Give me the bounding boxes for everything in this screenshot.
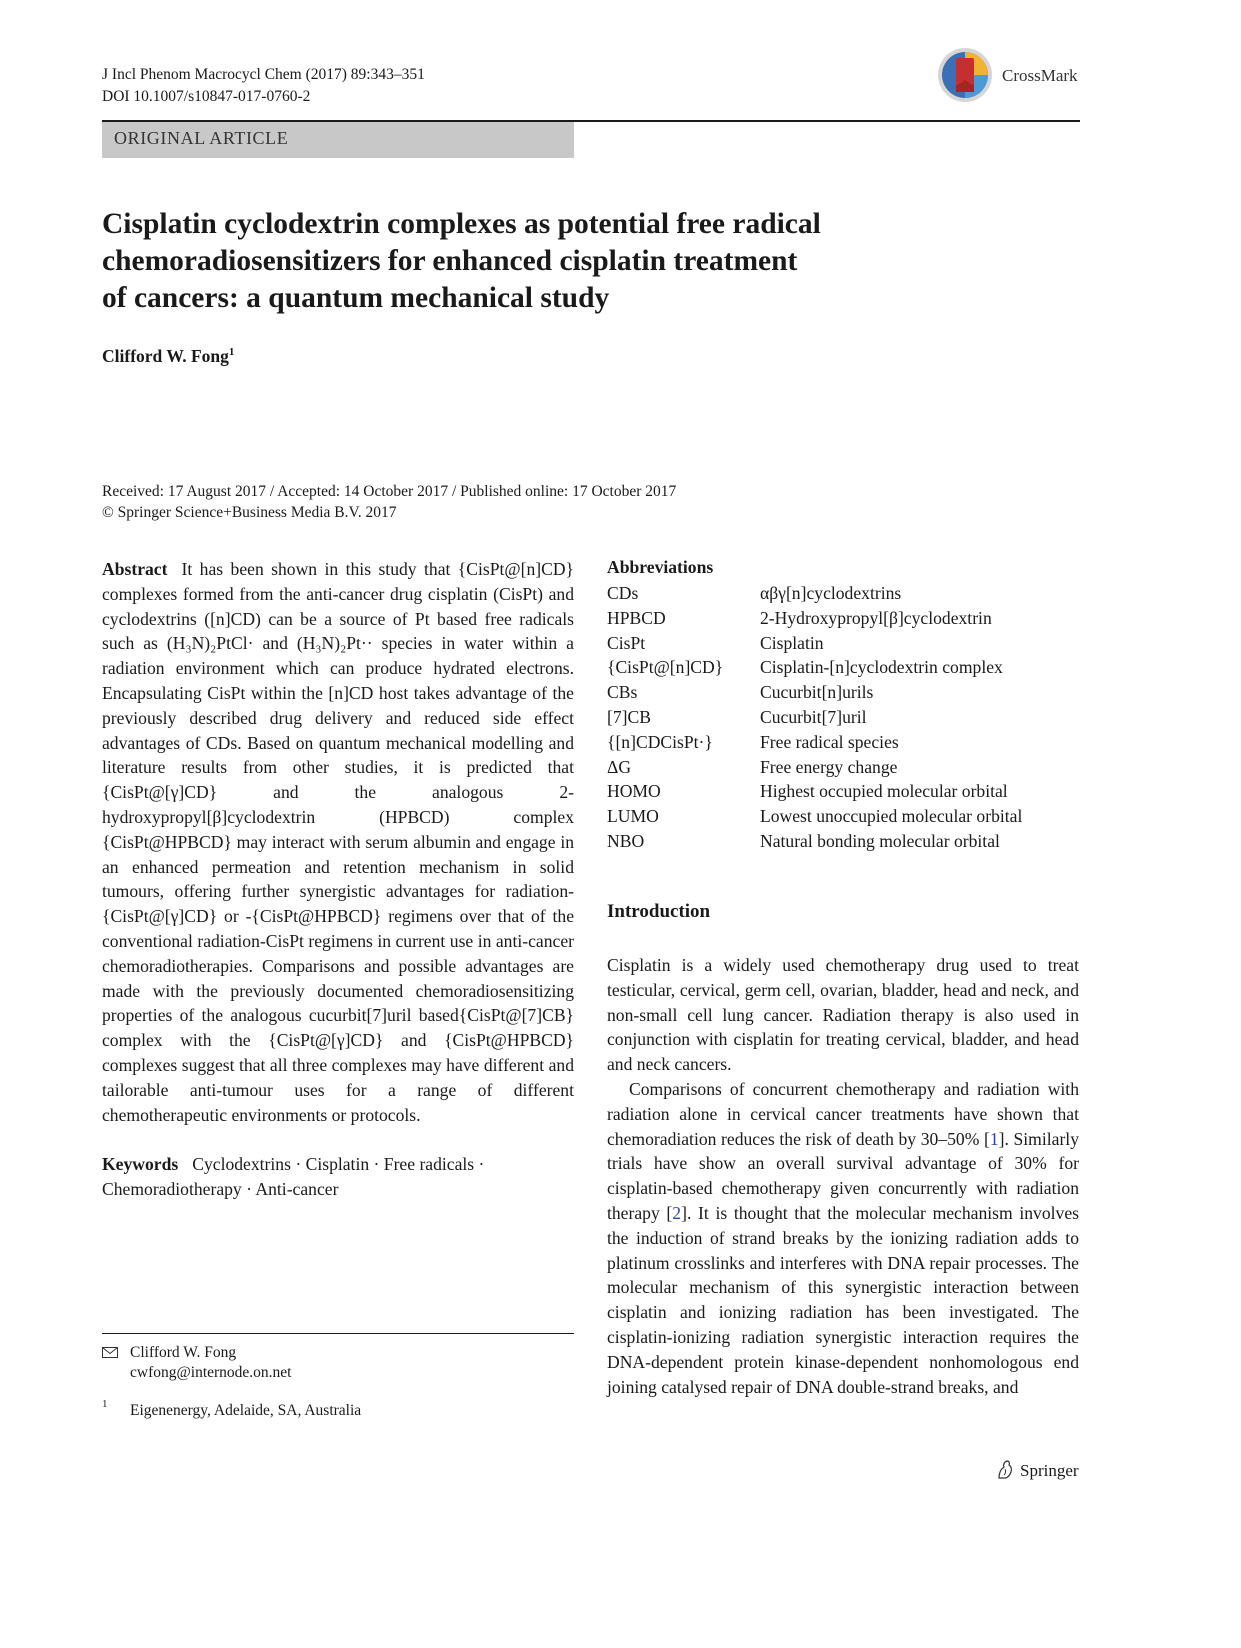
author-affiliation-mark: 1: [228, 346, 235, 359]
springer-horse-icon: [996, 1460, 1014, 1480]
abbreviation-definition: Free radical species: [760, 731, 899, 752]
abbreviation-row: [607, 705, 1079, 730]
abbreviation-term: HOMO: [607, 781, 661, 802]
contact-email[interactable]: cwfong@internode.on.net: [130, 1364, 292, 1381]
abbreviation-term: {CisPt@[n]CD}: [607, 657, 724, 678]
introduction-paragraph: Cisplatin is a widely used chemotherapy drug used to treat testicular, cervical, germ cell, ovarian, bladder, head and neck, and non-small cell lung cancer. Radiation therapy is also used in conjunction with cisplatin for treating cervical, bladder, and head and neck cancers.: [607, 955, 1079, 1075]
introduction-heading: Introduction: [607, 901, 711, 922]
paragraph-text: ]. It is thought that the molecular mechanism involves the induction of strand breaks by the ionizing radiation adds to platinum crosslinks and interferes with DNA repair processes. The molecular mechanism of this synergistic interaction between cisplatin and ionizing radiation has been investigated. The cisplatin-ionizing radiation synergistic interaction requires the DNA-dependent protein kinase-dependent nonhomologous end joining catalysed repair of DNA double-strand breaks, and: [607, 1202, 1079, 1397]
copyright-line: © Springer Science+Business Media B.V. 2017: [102, 504, 397, 521]
contact-name: Clifford W. Fong: [130, 1344, 237, 1361]
abbreviation-definition: αβγ[n]cyclodextrins: [760, 583, 902, 603]
article-type-label: ORIGINAL ARTICLE: [114, 128, 289, 148]
abbreviation-term: CDs: [607, 583, 639, 603]
abbreviation-definition: Cucurbit[7]uril: [760, 706, 867, 727]
abbreviation-row: [607, 779, 1079, 804]
abstract: [102, 557, 574, 1127]
doi[interactable]: DOI 10.1007/s10847-017-0760-2: [102, 88, 311, 105]
journal-citation: J Incl Phenom Macrocycl Chem (2017) 89:343–351: [102, 66, 425, 83]
abbreviation-row: [607, 631, 1079, 656]
left-column: [102, 557, 574, 1202]
abbreviation-row: [607, 804, 1079, 829]
crossmark-icon: [936, 46, 994, 104]
abbreviation-row: [607, 581, 1079, 606]
author-name[interactable]: Clifford W. Fong: [102, 346, 229, 366]
abbreviation-row: [607, 680, 1079, 705]
keywords-label: Keywords: [102, 1154, 179, 1175]
journal-info: [102, 64, 425, 108]
article-title: [102, 206, 982, 317]
abbreviation-definition: Cisplatin-[n]cyclodextrin complex: [760, 657, 1003, 678]
citation-link[interactable]: 2: [672, 1202, 682, 1223]
affiliation-number: 1: [102, 1398, 108, 1410]
crossmark-label: CrossMark: [1002, 66, 1078, 85]
affiliation-text: Eigenenergy, Adelaide, SA, Australia: [130, 1402, 362, 1419]
abbreviation-term: LUMO: [607, 806, 659, 827]
introduction-body: [607, 953, 1079, 1399]
introduction-paragraph: [607, 1077, 1079, 1399]
abbreviation-definition: Cucurbit[n]urils: [760, 682, 874, 703]
title-line: of cancers: a quantum mechanical study: [102, 282, 610, 314]
abbreviation-term: CisPt: [607, 632, 646, 653]
abbreviation-definition: Free energy change: [760, 756, 898, 777]
citation-link[interactable]: 1: [989, 1128, 999, 1149]
paragraph-text: Comparisons of concurrent chemotherapy and radiation with radiation alone in cervical cancer treatments have shown that chemoradiation reduces the risk of death by 30–50% [: [607, 1078, 1079, 1149]
abbreviation-term: [7]CB: [607, 706, 651, 727]
abbreviation-definition: Cisplatin: [760, 632, 824, 653]
publisher-name: Springer: [1020, 1461, 1079, 1480]
abbreviation-term: HPBCD: [607, 607, 666, 628]
article-type-banner: [102, 122, 574, 158]
title-line: Cisplatin cyclodextrin complexes as potential free radical: [102, 208, 821, 240]
paragraph-text: ]. Similarly trials have show an overall survival advantage of 30% for cisplatin-based chemotherapy given concurrently with radiation therapy [: [607, 1128, 1079, 1223]
abbreviation-definition: 2-Hydroxypropyl[β]cyclodextrin: [760, 607, 992, 628]
publication-dates: [102, 481, 676, 523]
abbreviation-definition: Lowest unoccupied molecular orbital: [760, 806, 1023, 827]
abbreviation-row: [607, 755, 1079, 780]
envelope-icon: [102, 1347, 118, 1358]
abbreviations-heading: Abbreviations: [607, 557, 714, 577]
abbreviation-term: {[n]CDCisPt·}: [607, 731, 713, 752]
crossmark-badge[interactable]: [936, 46, 1086, 106]
abbreviation-row: [607, 606, 1079, 631]
footnote-divider: [102, 1333, 574, 1334]
abbreviation-definition: Natural bonding molecular orbital: [760, 830, 1000, 851]
abbreviation-row: [607, 730, 1079, 755]
abbreviation-row: [607, 829, 1079, 854]
abbreviation-term: ΔG: [607, 756, 632, 777]
title-line: chemoradiosensitizers for enhanced cisplatin treatment: [102, 245, 798, 277]
publisher-logo: [996, 1459, 1086, 1483]
abstract-text: It has been shown in this study that {CisPt@[n]CD} complexes formed from the anti-cancer drug cisplatin (CisPt) and cyclodextrins ([n]CD) can be a source of Pt based free radicals such as (H₃N)₂PtCl· and (H₃N)₂Pt·· species in water within a radiation environment which can produce hydrated electrons. Encapsulating CisPt within the [n]CD host takes advantage of the previously described drug delivery and reduced side effect advantages of CDs. Based on quantum mechanical modelling and literature results from other studies, it is predicted that {CisPt@[γ]CD} and the analogous 2-hydroxypropyl[β]cyclodextrin (HPBCD) complex {CisPt@HPBCD} may interact with serum albumin and engage in an enhanced permeation and retention mechanism in solid tumours, offering further synergistic advantages for radiation-{CisPt@[γ]CD} or -{CisPt@HPBCD} regimens over that of the conventional radiation-CisPt regimens in current use in anti-cancer chemoradiotherapies. Comparisons and possible advantages are made with the previously documented chemoradiosensitizing properties of the analogous cucurbit[7]uril based{CisPt@[7]CB} complex with the {CisPt@[γ]CD} and {CisPt@HPBCD} complexes suggest that all three complexes may have different and tailorable anti-tumour uses for a range of different chemotherapeutic environments or protocols.: [102, 559, 574, 1125]
abbreviation-definition: Highest occupied molecular orbital: [760, 781, 1008, 802]
abbreviations-table: [607, 581, 1079, 854]
abbreviation-row: [607, 655, 1079, 680]
author-line: [102, 346, 234, 367]
abstract-label: Abstract: [102, 559, 168, 579]
dates-line: Received: 17 August 2017 / Accepted: 14 October 2017 / Published online: 17 October 2017: [102, 483, 677, 500]
keywords: [102, 1152, 574, 1202]
abbreviation-term: NBO: [607, 830, 645, 851]
keywords-text: Cyclodextrins · Cisplatin · Free radicals · Chemoradiotherapy · Anti-cancer: [102, 1154, 485, 1200]
abbreviation-term: CBs: [607, 682, 638, 703]
